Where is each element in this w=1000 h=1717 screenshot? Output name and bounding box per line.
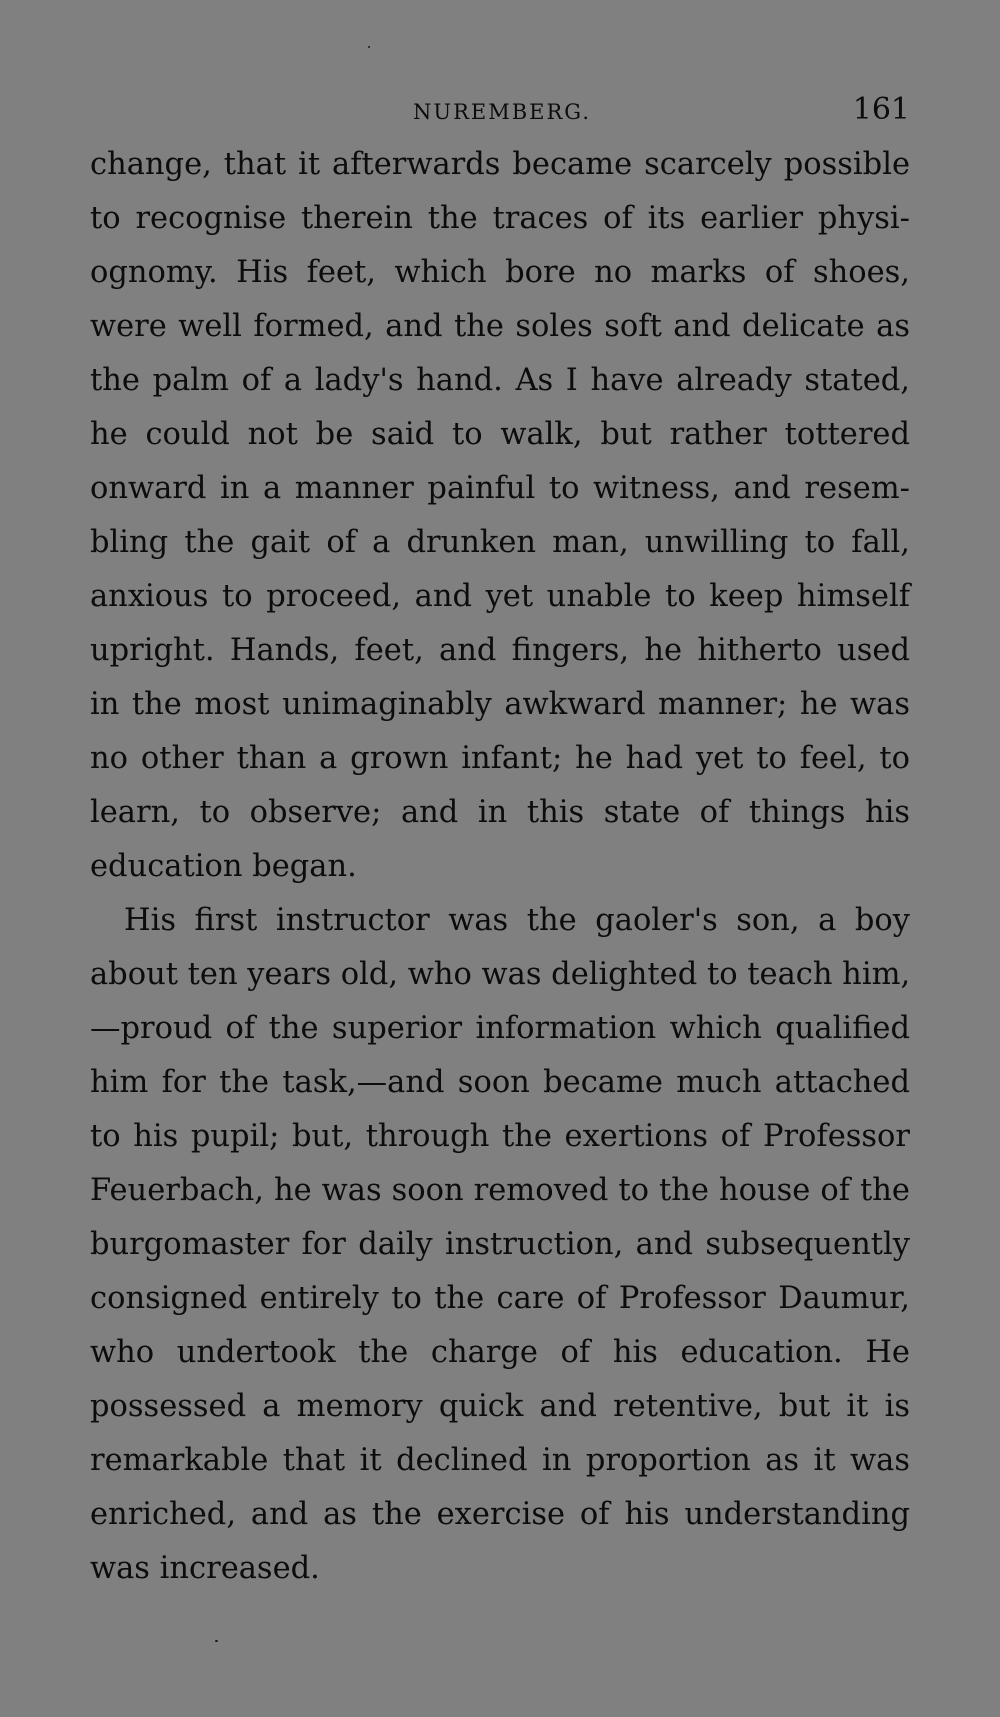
text-line: to recognise therein the traces of its earlier physi- xyxy=(90,201,910,236)
running-head-title: NUREMBERG. xyxy=(413,100,591,124)
text-line: possessed a memory quick and retentive, but it is xyxy=(90,1389,910,1424)
text-line: he could not be said to walk, but rather tottered xyxy=(90,417,910,452)
text-line: upright. Hands, feet, and fingers, he hitherto used xyxy=(90,633,910,668)
text-line: ognomy. His feet, which bore no marks of shoes, xyxy=(90,255,910,290)
text-line: to his pupil; but, through the exertions of Professor xyxy=(90,1119,910,1154)
text-line: no other than a grown infant; he had yet to feel, to xyxy=(90,741,910,776)
paragraph xyxy=(90,138,910,894)
text-line: —proud of the superior information which qualified xyxy=(90,1011,910,1046)
body-text xyxy=(90,138,910,1596)
text-line: him for the task,—and soon became much attached xyxy=(90,1065,910,1100)
ink-speck xyxy=(368,46,370,48)
text-line: the palm of a lady's hand. As I have already stated, xyxy=(90,363,910,398)
text-line: change, that it afterwards became scarcely possible xyxy=(90,147,910,182)
text-line: enriched, and as the exercise of his understanding xyxy=(90,1497,910,1532)
text-line: was increased. xyxy=(90,1551,320,1586)
text-line: in the most unimaginably awkward manner; he was xyxy=(90,687,910,722)
text-line: education began. xyxy=(90,849,357,884)
text-line: who undertook the charge of his education. He xyxy=(90,1335,910,1370)
text-line: Feuerbach, he was soon removed to the house of the xyxy=(90,1173,910,1208)
text-line: about ten years old, who was delighted to teach him, xyxy=(90,957,911,992)
text-line: onward in a manner painful to witness, and resem- xyxy=(90,471,910,506)
text-line: anxious to proceed, and yet unable to keep himself xyxy=(90,579,910,614)
book-page xyxy=(90,92,910,1596)
text-line: learn, to observe; and in this state of things his xyxy=(90,795,910,830)
text-line: burgomaster for daily instruction, and subsequently xyxy=(90,1227,910,1262)
text-line: remarkable that it declined in proportion as it was xyxy=(90,1443,910,1478)
running-head xyxy=(90,92,910,138)
page-number: 161 xyxy=(852,92,910,127)
paragraph xyxy=(90,894,910,1596)
ink-speck xyxy=(215,1640,218,1642)
text-line: consigned entirely to the care of Professor Daumur, xyxy=(90,1281,910,1316)
text-line: bling the gait of a drunken man, unwilling to fall, xyxy=(90,525,910,560)
text-line: were well formed, and the soles soft and delicate as xyxy=(90,309,910,344)
text-line: His first instructor was the gaoler's son, a boy xyxy=(124,903,910,938)
